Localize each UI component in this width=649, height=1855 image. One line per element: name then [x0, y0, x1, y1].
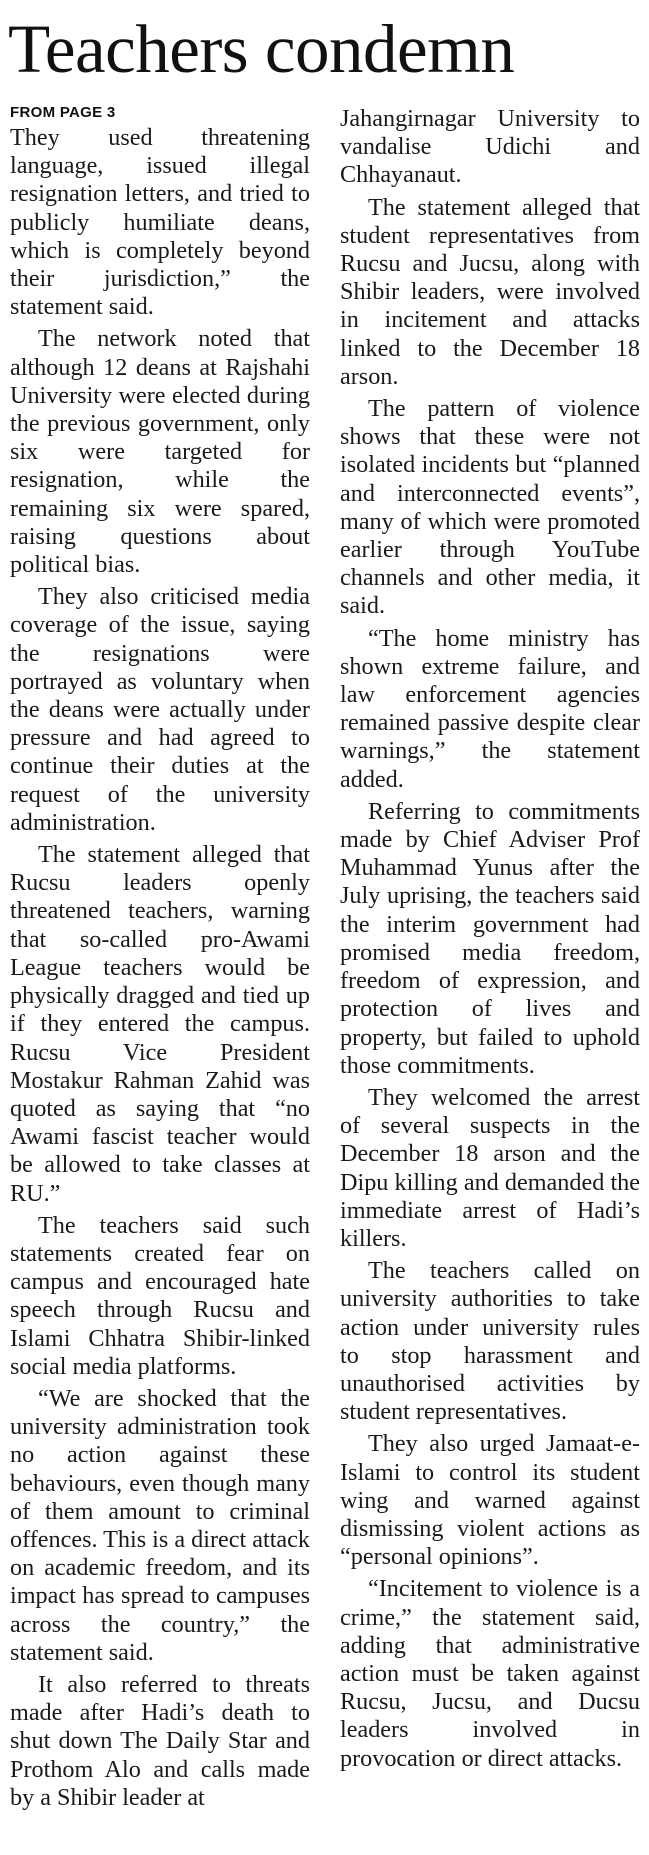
paragraph: The pattern of violence shows that these were not isolated incidents but “planned and interconnected events”, many of which were promoted earlier through YouTube channels and other media, it said.: [340, 395, 640, 620]
paragraph: They also criticised media coverage of the issue, saying the resignations were portrayed as voluntary when the deans were actually under pressure and had agreed to continue their duties at the request of the university administration.: [10, 583, 310, 836]
paragraph: It also referred to threats made after Hadi’s death to shut down The Daily Star and Prothom Alo and calls made by a Shibir leader at: [10, 1670, 310, 1811]
paragraph: Referring to commitments made by Chief Adviser Prof Muhammad Yunus after the July uprising, the teachers said the interim government had promised media freedom, freedom of expression, and protection of lives and property, but failed to uphold those commitments.: [340, 797, 640, 1079]
headline: Teachers condemn: [8, 11, 515, 87]
paragraph: They welcomed the arrest of several suspects in the December 18 arson and the Dipu killing and demanded the immediate arrest of Hadi’s killers.: [340, 1083, 640, 1252]
paragraph: The statement alleged that student representatives from Rucsu and Jucsu, along with Shibir leaders, were involved in incitement and attacks linked to the December 18 arson.: [340, 193, 640, 390]
left-column: [10, 104, 310, 1812]
right-column: [340, 105, 640, 1773]
paragraph: They used threatening language, issued illegal resignation letters, and tried to publicly humiliate deans, which is completely beyond their jurisdiction,” the statement said.: [10, 124, 310, 321]
paragraph: “Incitement to violence is a crime,” the statement said, adding that administrative action must be taken against Rucsu, Jucsu, and Ducsu leaders involved in provocation or direct attacks.: [340, 1575, 640, 1772]
paragraph: The teachers said such statements created fear on campus and encouraged hate speech through Rucsu and Islami Chhatra Shibir-linked social media platforms.: [10, 1211, 310, 1380]
paragraph: “The home ministry has shown extreme failure, and law enforcement agencies remained passive despite clear warnings,” the statement added.: [340, 624, 640, 793]
paragraph: The network noted that although 12 deans at Rajshahi University were elected during the previous government, only six were targeted for resignation, while the remaining six were spared, raising questions about political bias.: [10, 325, 310, 579]
paragraph: The statement alleged that Rucsu leaders openly threatened teachers, warning that so-called pro-Awami League teachers would be physically dragged and tied up if they entered the campus. Rucsu Vice President Mostakur Rahman Zahid was quoted as saying that “no Awami fascist teacher would be allowed to take classes at RU.”: [10, 841, 310, 1207]
paragraph: The teachers called on university authorities to take action under university rules to stop harassment and unauthorised activities by student representatives.: [340, 1257, 640, 1426]
jump-label: FROM PAGE 3: [10, 104, 116, 121]
paragraph: “We are shocked that the university administration took no action against these behaviours, even though many of them amount to criminal offences. This is a direct attack on academic freedom, and its impact has spread to campuses across the country,” the statement said.: [10, 1384, 310, 1666]
paragraph: They also urged Jamaat-e-Islami to control its student wing and warned against dismissing violent actions as “personal opinions”.: [340, 1430, 640, 1571]
paragraph: Jahangirnagar University to vandalise Udichi and Chhayanaut.: [340, 105, 640, 189]
